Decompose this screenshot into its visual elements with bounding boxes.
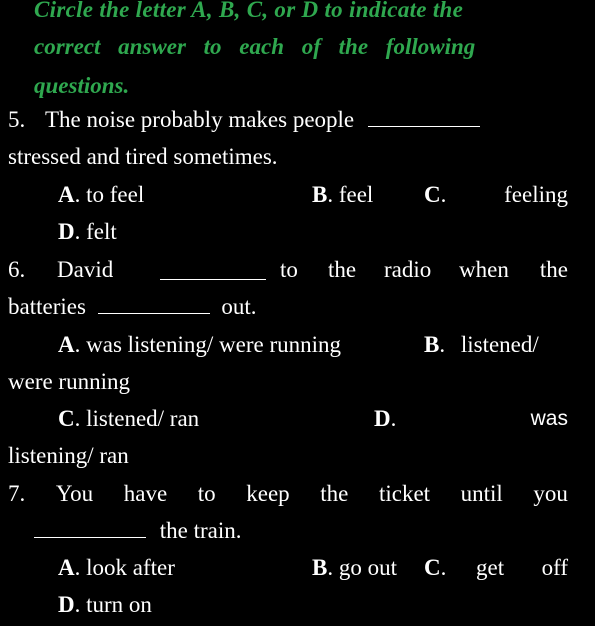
q6-option-d-letter: D [374, 406, 391, 431]
q6-word-the: the [328, 257, 357, 282]
q5-option-b-text: . feel [327, 182, 374, 207]
instruction-line-1: Circle the letter A, B, C, or D to indicate the [34, 0, 464, 22]
q6-word-when: when [459, 257, 509, 282]
q7-answer-blank[interactable] [34, 536, 146, 538]
q7-word: keep [246, 481, 290, 506]
q7-option-d-text: . turn on [74, 592, 152, 617]
q5-option-c-dot: . [440, 182, 447, 207]
q7-option-c[interactable] [424, 554, 568, 582]
q7-option-a-text: . look after [74, 555, 175, 580]
q7-option-c-dot: . [440, 555, 447, 580]
q6-option-d-dot: . [390, 406, 397, 431]
q6-number: 6. [8, 257, 26, 282]
q7-option-b-letter: B [312, 555, 328, 580]
q6-option-d-was: was [530, 407, 568, 430]
q7-word: the [320, 481, 349, 506]
q5-number: 5. [8, 107, 26, 132]
q5-option-c[interactable] [424, 181, 568, 209]
q6-option-c-letter: C [58, 406, 75, 431]
q5-option-d[interactable] [58, 218, 117, 246]
q7-stem-line-2 [34, 517, 242, 545]
q5-option-d-text: . felt [74, 219, 117, 244]
q5-stem-line-1 [8, 106, 568, 134]
q7-word: have [123, 481, 168, 506]
instruction-line-2 [34, 33, 568, 61]
q5-option-b[interactable] [312, 181, 373, 209]
q6-word-radio: radio [384, 257, 432, 282]
q6-option-d-continued: listening/ ran [8, 443, 129, 468]
instruction-line-3: questions. [34, 73, 130, 98]
q5-option-a-text: . to feel [74, 182, 145, 207]
q6-word-batteries: batteries [8, 294, 86, 319]
q6-stem-line-2 [8, 293, 257, 321]
q6-option-d[interactable] [374, 405, 568, 433]
q7-option-a[interactable] [58, 554, 175, 582]
q5-option-c-text: feeling [504, 182, 568, 207]
q6-word-out: out. [221, 294, 257, 319]
q7-option-d[interactable] [58, 591, 152, 619]
instruction-line-2-text: correct answer to each of the following [34, 34, 476, 59]
q6-option-a[interactable] [58, 331, 341, 359]
q6-option-b-continued: were running [8, 369, 130, 394]
q7-option-c-get: get [476, 555, 505, 580]
q7-option-c-letter: C [424, 555, 441, 580]
q6-word-david: David [57, 257, 114, 282]
q5-stem-line-2: stressed and tired sometimes. [8, 144, 278, 169]
q7-stem-part-2: the train. [159, 518, 242, 543]
q6-option-c[interactable] [58, 405, 199, 433]
q7-option-b[interactable] [312, 554, 397, 582]
q7-word: You [55, 481, 94, 506]
q6-option-b-text: listened/ [460, 332, 539, 357]
q7-number: 7. [8, 481, 26, 506]
q6-option-b[interactable] [424, 331, 539, 359]
q7-option-c-off: off [541, 555, 568, 580]
q5-stem-part-1: The noise probably makes people [45, 107, 355, 132]
q5-option-a[interactable] [58, 181, 144, 209]
q7-option-b-text: . go out [327, 555, 397, 580]
q6-option-b-letter: B [424, 332, 440, 357]
q6-word-the-2: the [539, 257, 568, 282]
q6-option-a-letter: A [58, 332, 75, 357]
q5-option-c-letter: C [424, 182, 441, 207]
q6-option-a-text: . was listening/ were running [74, 332, 341, 357]
q7-stem-line-1 [8, 480, 568, 508]
q7-option-d-letter: D [58, 592, 75, 617]
q7-option-a-letter: A [58, 555, 75, 580]
q7-word: until [460, 481, 503, 506]
q7-word: ticket [378, 481, 431, 506]
q6-answer-blank-1[interactable] [160, 278, 266, 280]
q6-answer-blank-2[interactable] [98, 312, 210, 314]
q5-option-d-letter: D [58, 219, 75, 244]
q6-word-to: to [280, 257, 298, 282]
q6-option-b-dot: . [439, 332, 446, 357]
q5-option-b-letter: B [312, 182, 328, 207]
q5-option-a-letter: A [58, 182, 75, 207]
q7-word: you [533, 481, 568, 506]
q6-option-c-text: . listened/ ran [74, 406, 200, 431]
q5-answer-blank[interactable] [368, 125, 480, 127]
q7-word: to [197, 481, 216, 506]
